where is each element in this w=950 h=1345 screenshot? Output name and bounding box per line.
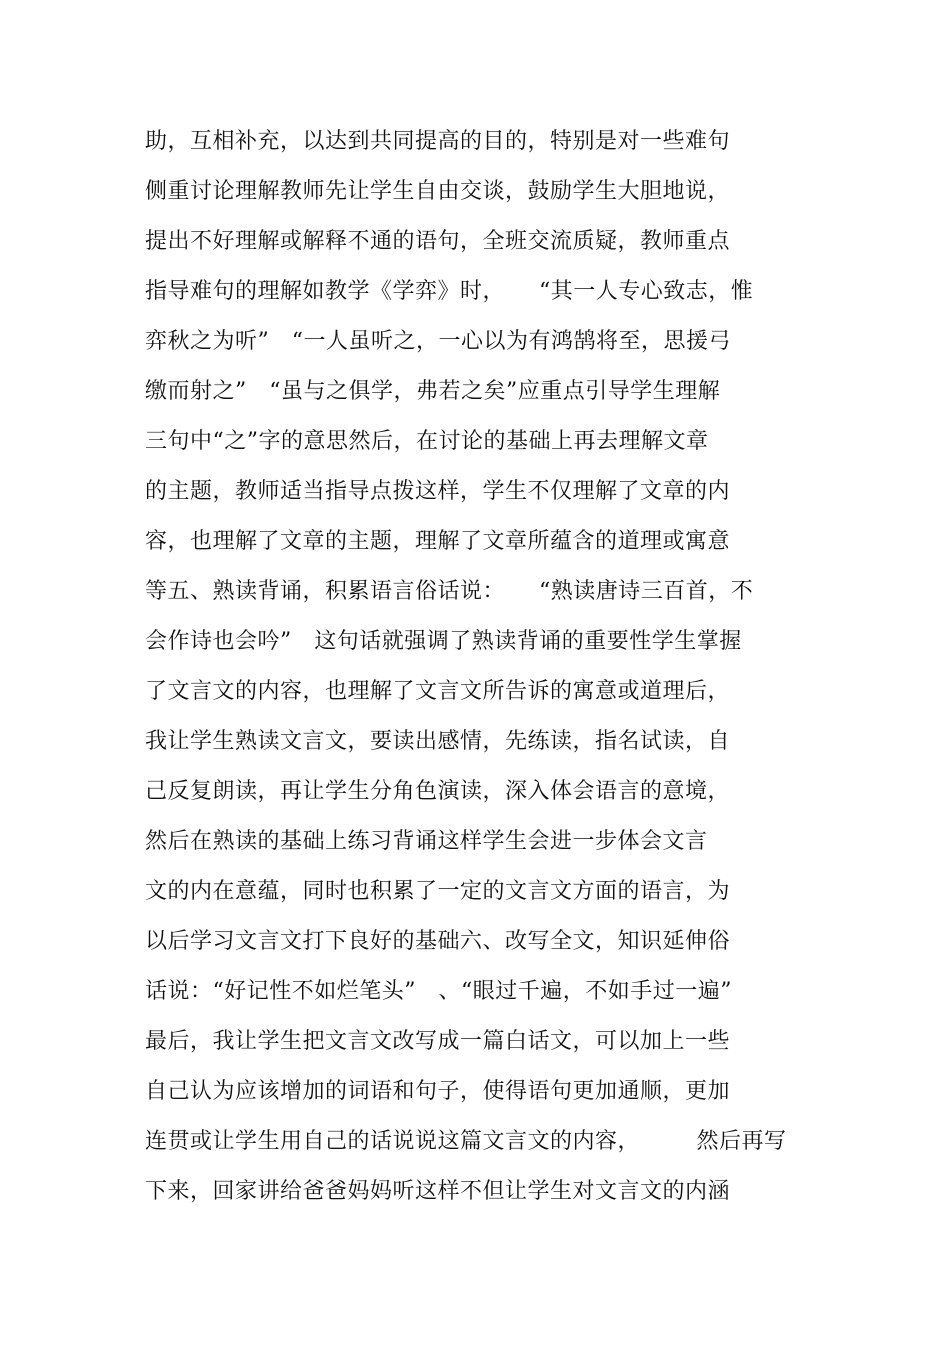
text-line: 指导难句的理解如教学《学弈》时， “其一人专心致志，惟: [145, 279, 754, 304]
text-line: 连贯或让学生用自己的话说说这篇文言文的内容， 然后再写: [145, 1129, 787, 1154]
text-line: 最后，我让学生把文言文改写成一篇白话文，可以加上一些: [145, 1029, 731, 1054]
text-line: 缴而射之” “虽与之俱学，弗若之矣”应重点引导学生理解: [145, 379, 721, 404]
text-line: 提出不好理解或解释不通的语句，全班交流质疑，教师重点: [145, 229, 731, 254]
text-line: 文的内在意蕴，同时也积累了一定的文言文方面的语言，为: [145, 879, 731, 904]
text-line: 侧重讨论理解教师先让学生自由交谈，鼓励学生大胆地说，: [145, 179, 731, 204]
text-line: 的主题，教师适当指导点拨这样，学生不仅理解了文章的内: [145, 479, 731, 504]
text-line: 以后学习文言文打下良好的基础六、改写全文，知识延伸俗: [145, 929, 731, 954]
text-line: 己反复朗读，再让学生分角色演读，深入体会语言的意境，: [145, 779, 731, 804]
text-line: 等五、熟读背诵，积累语言俗话说： “熟读唐诗三百首，不: [145, 579, 754, 604]
text-line: 我让学生熟读文言文，要读出感情，先练读，指名试读，自: [145, 729, 731, 754]
text-line: 然后在熟读的基础上练习背诵这样学生会进一步体会文言: [145, 829, 708, 854]
text-line: 三句中“之”字的意思然后，在讨论的基础上再去理解文章: [145, 429, 709, 454]
text-line: 容，也理解了文章的主题，理解了文章所蕴含的道理或寓意: [145, 529, 731, 554]
text-line: 弈秋之为听” “一人虽听之，一心以为有鸿鹄将至，思援弓: [145, 329, 731, 354]
text-line: 下来，回家讲给爸爸妈妈听这样不但让学生对文言文的内涵: [145, 1179, 731, 1204]
text-line: 会作诗也会吟” 这句话就强调了熟读背诵的重要性学生掌握: [145, 629, 742, 654]
text-line: 话说：“好记性不如烂笔头” 、“眼过千遍，不如手过一遍”: [145, 979, 732, 1004]
text-line: 了文言文的内容，也理解了文言文所告诉的寓意或道理后，: [145, 679, 731, 704]
text-line: 助，互相补充，以达到共同提高的目的，特别是对一些难句: [145, 129, 731, 154]
text-line: 自己认为应该增加的词语和句子，使得语句更加通顺，更加: [145, 1079, 731, 1104]
